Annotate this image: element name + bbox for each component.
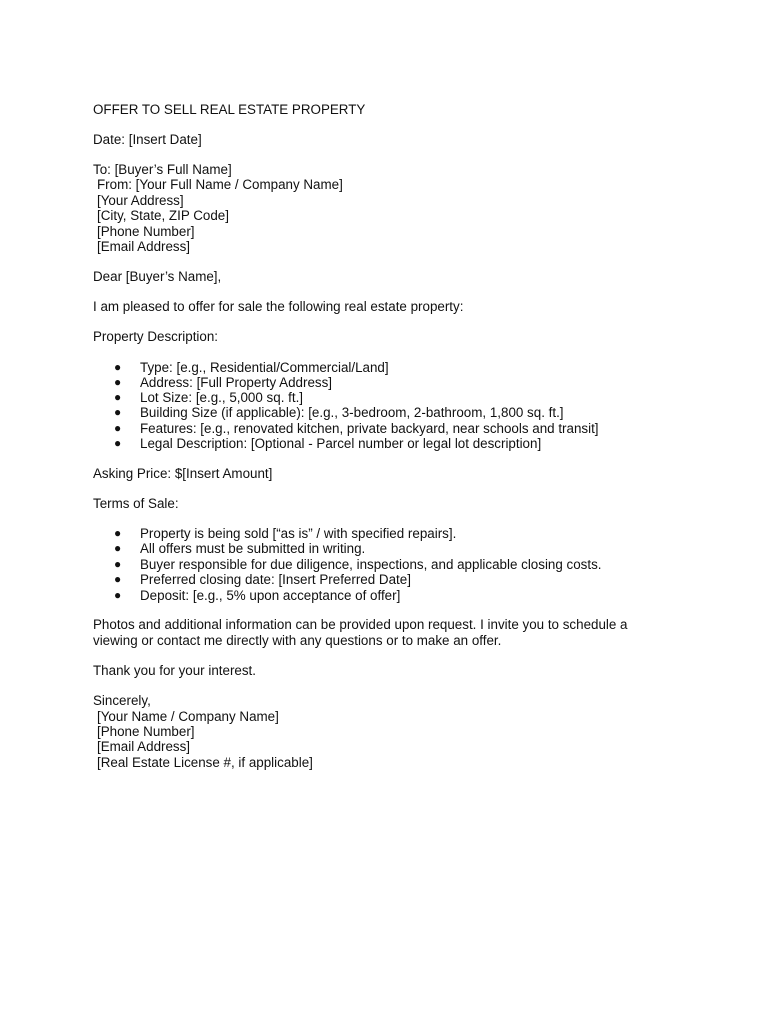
bullet-icon: ● (114, 557, 122, 571)
signature-name: [Your Name / Company Name] (97, 709, 279, 724)
bullet-icon: ● (114, 526, 122, 540)
from-email-line: [Email Address] (97, 239, 191, 254)
terms-item: Preferred closing date: [Insert Preferred Date] (140, 572, 411, 587)
from-line: From: [Your Full Name / Company Name] (97, 177, 343, 192)
bullet-icon: ● (114, 436, 122, 450)
closing-paragraph-line: Photos and additional information can be provided upon request. I invite you to schedule a (93, 617, 628, 632)
asking-price: Asking Price: $[Insert Amount] (93, 466, 273, 481)
signoff: Sincerely, (93, 693, 151, 708)
bullet-icon: ● (114, 375, 122, 389)
bullet-icon: ● (114, 405, 122, 419)
property-item: Address: [Full Property Address] (140, 375, 333, 390)
intro-paragraph: I am pleased to offer for sale the following real estate property: (93, 299, 464, 314)
thanks-line: Thank you for your interest. (93, 663, 256, 678)
from-address-line: [Your Address] (97, 193, 184, 208)
property-item: Lot Size: [e.g., 5,000 sq. ft.] (140, 390, 304, 405)
terms-item: All offers must be submitted in writing. (140, 541, 366, 556)
terms-item: Property is being sold [“as is” / with specified repairs]. (140, 526, 457, 541)
document-title: OFFER TO SELL REAL ESTATE PROPERTY (93, 102, 366, 117)
bullet-icon: ● (114, 421, 122, 435)
property-item: Legal Description: [Optional - Parcel number or legal lot description] (140, 436, 542, 451)
property-item: Building Size (if applicable): [e.g., 3-bedroom, 2-bathroom, 1,800 sq. ft.] (140, 405, 564, 420)
date-line: Date: [Insert Date] (93, 132, 202, 147)
signature-license: [Real Estate License #, if applicable] (97, 755, 313, 770)
bullet-icon: ● (114, 541, 122, 555)
property-item: Type: [e.g., Residential/Commercial/Land] (140, 360, 389, 375)
bullet-icon: ● (114, 588, 122, 602)
bullet-icon: ● (114, 390, 122, 404)
from-phone-line: [Phone Number] (97, 224, 195, 239)
terms-item: Deposit: [e.g., 5% upon acceptance of offer] (140, 588, 401, 603)
bullet-icon: ● (114, 572, 122, 586)
signature-email: [Email Address] (97, 739, 191, 754)
salutation: Dear [Buyer’s Name], (93, 269, 222, 284)
signature-phone: [Phone Number] (97, 724, 195, 739)
terms-heading: Terms of Sale: (93, 496, 179, 511)
terms-item: Buyer responsible for due diligence, inspections, and applicable closing costs. (140, 557, 602, 572)
to-line: To: [Buyer’s Full Name] (93, 162, 232, 177)
from-city-line: [City, State, ZIP Code] (97, 208, 229, 223)
property-heading: Property Description: (93, 329, 219, 344)
bullet-icon: ● (114, 360, 122, 374)
closing-paragraph-line: viewing or contact me directly with any questions or to make an offer. (93, 633, 502, 648)
property-item: Features: [e.g., renovated kitchen, private backyard, near schools and transit] (140, 421, 599, 436)
